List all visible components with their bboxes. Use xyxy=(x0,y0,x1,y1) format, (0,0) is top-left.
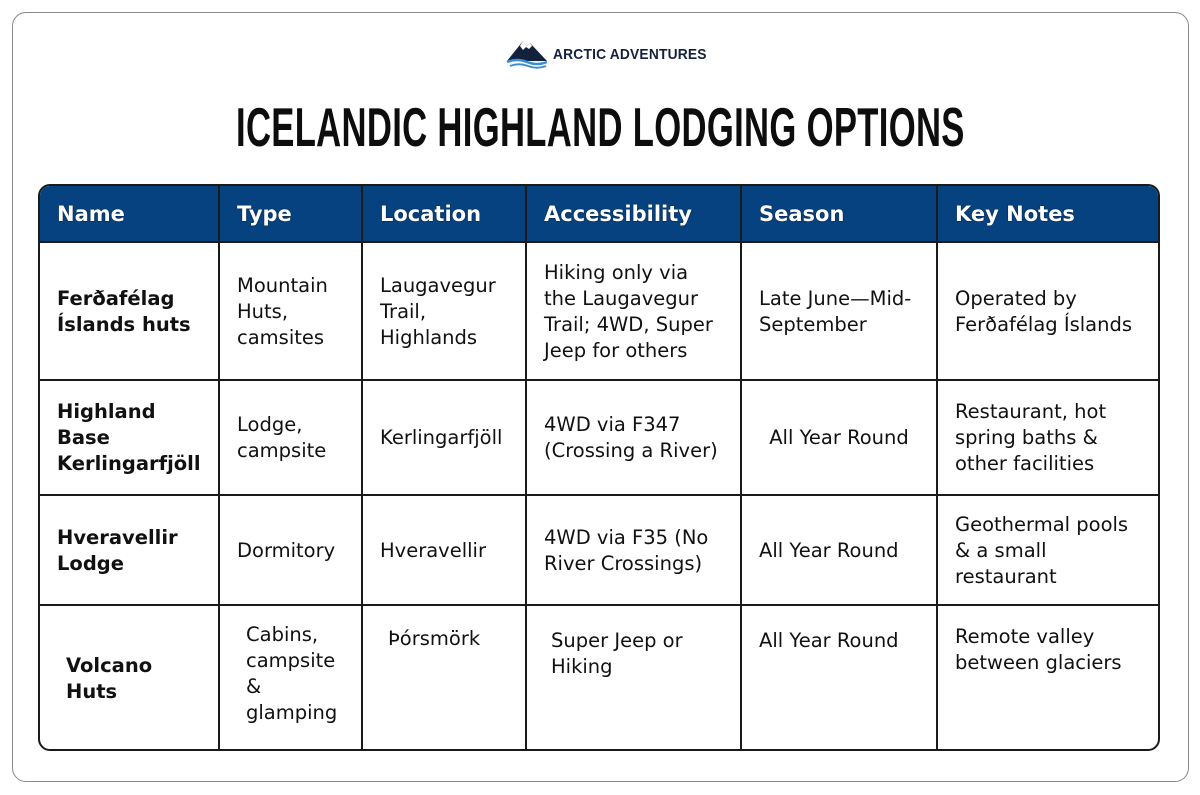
mountain-wave-logo-icon xyxy=(505,37,549,71)
cell-location xyxy=(363,606,527,751)
cell-text: Cabins, campsite & glamping xyxy=(246,623,338,724)
cell-name xyxy=(40,496,220,605)
cell-name xyxy=(40,243,220,380)
column-header-location: Location xyxy=(363,186,527,242)
cell-text: Geothermal pools & a small restaurant xyxy=(955,512,1129,588)
cell-text: All Year Round xyxy=(759,538,899,562)
brand-name: ARCTIC ADVENTURES xyxy=(553,45,707,63)
cell-type xyxy=(220,606,363,751)
brand-header xyxy=(505,37,720,71)
cell-text: Hveravellir Lodge xyxy=(57,525,178,575)
cell-text: Restaurant, hot spring baths & other facilities xyxy=(955,400,1107,475)
cell-text: Ferðafélag Íslands huts xyxy=(57,286,191,336)
cell-name xyxy=(40,381,220,495)
cell-text: Remote valley between glaciers xyxy=(955,625,1122,674)
cell-accessibility xyxy=(527,606,742,751)
lodging-table xyxy=(38,184,1160,751)
column-header-type: Type xyxy=(220,186,363,242)
cell-name xyxy=(40,606,220,751)
table-row xyxy=(40,241,1158,380)
cell-text: 4WD via F35 (No River Crossings) xyxy=(544,525,709,575)
cell-notes xyxy=(938,496,1158,605)
cell-text: Þórsmörk xyxy=(388,627,481,650)
cell-text: Highland Base Kerlingarfjöll xyxy=(57,400,201,475)
cell-text: All Year Round xyxy=(769,426,909,449)
cell-location xyxy=(363,496,527,605)
cell-text: Mountain Huts, camsites xyxy=(237,273,328,349)
column-header-key-notes: Key Notes xyxy=(955,202,1075,226)
cell-season xyxy=(742,606,938,751)
table-row xyxy=(40,604,1158,751)
cell-text: Hiking only via the Laugavegur Trail; 4WD, Super Jeep for others xyxy=(544,260,713,362)
cell-season xyxy=(742,381,938,495)
cell-text: Operated by Ferðafélag Íslands xyxy=(955,286,1133,336)
cell-text: Kerlingarfjöll xyxy=(380,426,503,449)
cell-text: Laugavegur Trail, Highlands xyxy=(380,273,496,349)
cell-text: Lodge, campsite xyxy=(237,413,327,462)
cell-text: Hveravellir xyxy=(380,538,486,562)
cell-notes xyxy=(938,606,1158,751)
table-row xyxy=(40,494,1158,605)
cell-season xyxy=(742,496,938,605)
cell-text: Late June—Mid-September xyxy=(759,286,912,336)
cell-accessibility xyxy=(527,381,742,495)
table-header-row xyxy=(40,186,1158,242)
cell-location xyxy=(363,381,527,495)
cell-type xyxy=(220,496,363,605)
cell-location xyxy=(363,243,527,380)
cell-notes xyxy=(938,381,1158,495)
cell-type xyxy=(220,381,363,495)
cell-season xyxy=(742,243,938,380)
cell-text: All Year Round xyxy=(759,629,899,652)
cell-text: 4WD via F347 (Crossing a River) xyxy=(544,413,718,462)
column-header-season: Season xyxy=(742,186,938,242)
table-row xyxy=(40,379,1158,495)
cell-text: Dormitory xyxy=(237,538,336,562)
page-title-wrap xyxy=(0,96,1200,158)
page-title: ICELANDIC HIGHLAND LODGING OPTIONS xyxy=(235,95,965,158)
cell-text: Super Jeep or Hiking xyxy=(551,629,683,678)
column-header-name: Name xyxy=(40,186,220,242)
cell-text: Volcano Huts xyxy=(66,653,153,703)
cell-type xyxy=(220,243,363,380)
column-header-accessibility: Accessibility xyxy=(527,186,742,242)
cell-accessibility xyxy=(527,496,742,605)
cell-accessibility xyxy=(527,243,742,380)
cell-notes xyxy=(938,243,1158,380)
